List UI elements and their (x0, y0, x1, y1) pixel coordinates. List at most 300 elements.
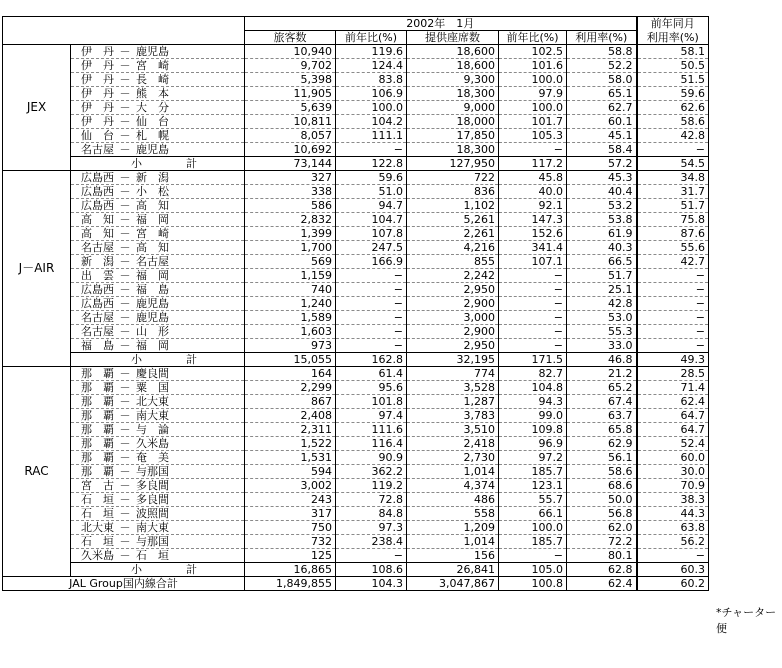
table-row (3, 269, 709, 283)
prev-load-factor-cell: 87.6 (637, 227, 709, 241)
subtotal-seats-yoy: 105.0 (499, 563, 567, 577)
passengers-cell: 327 (245, 171, 336, 185)
passengers-yoy-cell: − (336, 297, 407, 311)
load-factor-cell: 68.6 (567, 479, 637, 493)
passengers-cell: 2,299 (245, 381, 336, 395)
table-row (3, 171, 709, 185)
destination-airport: 福 岡 (136, 269, 169, 282)
prev-load-factor-cell: 62.4 (637, 395, 709, 409)
route-cell (71, 451, 245, 465)
passengers-cell: 125 (245, 549, 336, 563)
load-factor-cell: 25.1 (567, 283, 637, 297)
prev-load-factor-cell: 50.5 (637, 59, 709, 73)
table-row (3, 227, 709, 241)
passengers-yoy-cell: − (336, 283, 407, 297)
seats-yoy-cell: 152.6 (499, 227, 567, 241)
period-header: 2002年 1月 (245, 17, 637, 31)
subtotal-label: 小 計 (71, 563, 245, 577)
route-separator: － (119, 255, 131, 268)
passengers-yoy-cell: 104.7 (336, 213, 407, 227)
passengers-yoy-cell: 362.2 (336, 465, 407, 479)
passengers-cell: 164 (245, 367, 336, 381)
load-factor-cell: 60.1 (567, 115, 637, 129)
load-factor-cell: 55.3 (567, 325, 637, 339)
route-cell (71, 381, 245, 395)
route-statistics-table (2, 16, 709, 591)
seats-yoy-cell: 66.1 (499, 507, 567, 521)
origin-airport: 高 知 (81, 227, 114, 240)
destination-airport: 仙 台 (136, 115, 169, 128)
table-row (3, 59, 709, 73)
passengers-yoy-cell: 61.4 (336, 367, 407, 381)
prev-load-factor-cell: − (637, 325, 709, 339)
route-cell (71, 423, 245, 437)
load-factor-cell: 40.3 (567, 241, 637, 255)
passengers-yoy-cell: − (336, 311, 407, 325)
destination-airport: 鹿児島 (136, 143, 169, 156)
passengers-cell: 732 (245, 535, 336, 549)
route-cell (71, 479, 245, 493)
origin-airport: 久米島 (81, 549, 114, 562)
destination-airport: 多良間 (136, 493, 169, 506)
passengers-yoy-cell: 90.9 (336, 451, 407, 465)
origin-airport: 名古屋 (81, 241, 114, 254)
load-factor-cell: 80.1 (567, 549, 637, 563)
route-separator: － (119, 213, 131, 226)
seats-cell: 4,216 (407, 241, 499, 255)
route-separator: － (119, 87, 131, 100)
passengers-yoy-cell: 116.4 (336, 437, 407, 451)
prev-load-factor-cell: 28.5 (637, 367, 709, 381)
seats-yoy-cell: − (499, 311, 567, 325)
origin-airport: 伊 丹 (81, 101, 114, 114)
subtotal-load-factor: 46.8 (567, 353, 637, 367)
seats-yoy-cell: − (499, 339, 567, 353)
prev-month-header-1: 前年同月 (637, 17, 709, 31)
seats-yoy-cell: 94.3 (499, 395, 567, 409)
subtotal-seats-yoy: 117.2 (499, 157, 567, 171)
route-cell (71, 171, 245, 185)
passengers-yoy-cell: − (336, 339, 407, 353)
origin-airport: 福 島 (81, 339, 114, 352)
seats-cell: 17,850 (407, 129, 499, 143)
prev-load-factor-cell: 38.3 (637, 493, 709, 507)
passengers-cell: 338 (245, 185, 336, 199)
destination-airport: 宮 崎 (136, 227, 169, 240)
route-separator: － (119, 437, 131, 450)
seats-yoy-cell: 102.5 (499, 45, 567, 59)
seats-yoy-cell: 107.1 (499, 255, 567, 269)
origin-airport: 北大東 (81, 521, 114, 534)
route-separator: － (119, 549, 131, 562)
route-cell (71, 465, 245, 479)
seats-cell: 1,014 (407, 535, 499, 549)
grand-total-seats: 3,047,867 (407, 577, 499, 591)
origin-airport: 那 覇 (81, 465, 114, 478)
passengers-cell: 867 (245, 395, 336, 409)
table-row (3, 395, 709, 409)
seats-cell: 5,261 (407, 213, 499, 227)
passengers-cell: 1,603 (245, 325, 336, 339)
route-cell (71, 339, 245, 353)
route-separator: － (119, 241, 131, 254)
destination-airport: 石 垣 (136, 549, 169, 562)
seats-yoy-cell: 55.7 (499, 493, 567, 507)
seats-yoy-cell: 97.9 (499, 87, 567, 101)
passengers-yoy-cell: 97.3 (336, 521, 407, 535)
subtotal-row (3, 563, 709, 577)
route-separator: － (119, 493, 131, 506)
prev-load-factor-cell: 59.6 (637, 87, 709, 101)
destination-airport: 多良間 (136, 479, 169, 492)
destination-airport: 久米島 (136, 437, 169, 450)
prev-load-factor-cell: 60.0 (637, 451, 709, 465)
table-row (3, 479, 709, 493)
destination-airport: 高 知 (136, 199, 169, 212)
table-row (3, 101, 709, 115)
load-factor-cell: 65.1 (567, 87, 637, 101)
seats-yoy-cell: 100.0 (499, 73, 567, 87)
seats-yoy-cell: 96.9 (499, 437, 567, 451)
table-row (3, 73, 709, 87)
passengers-cell: 2,408 (245, 409, 336, 423)
route-separator: － (119, 451, 131, 464)
route-cell (71, 185, 245, 199)
seats-cell: 3,783 (407, 409, 499, 423)
airline-label: JEX (3, 45, 71, 171)
destination-airport: 粟 国 (136, 381, 169, 394)
route-separator: － (119, 101, 131, 114)
seats-cell: 4,374 (407, 479, 499, 493)
destination-airport: 熊 本 (136, 87, 169, 100)
seats-cell: 18,300 (407, 143, 499, 157)
load-factor-cell: 52.2 (567, 59, 637, 73)
route-separator: － (119, 535, 131, 548)
subtotal-load-factor: 62.8 (567, 563, 637, 577)
passengers-yoy-cell: 95.6 (336, 381, 407, 395)
route-cell (71, 269, 245, 283)
passengers-yoy-cell: − (336, 269, 407, 283)
destination-airport: 名古屋 (136, 255, 169, 268)
route-cell (71, 45, 245, 59)
seats-yoy-cell: 101.7 (499, 115, 567, 129)
table-row (3, 381, 709, 395)
load-factor-cell: 61.9 (567, 227, 637, 241)
route-separator: － (119, 409, 131, 422)
load-factor-cell: 51.7 (567, 269, 637, 283)
load-factor-cell: 62.9 (567, 437, 637, 451)
subtotal-label: 小 計 (71, 157, 245, 171)
load-factor-cell: 45.1 (567, 129, 637, 143)
seats-yoy-cell: 185.7 (499, 535, 567, 549)
seats-yoy-cell: − (499, 549, 567, 563)
grand-total-seats-yoy: 100.8 (499, 577, 567, 591)
subtotal-prev-load-factor: 54.5 (637, 157, 709, 171)
seats-cell: 2,242 (407, 269, 499, 283)
load-factor-cell: 50.0 (567, 493, 637, 507)
passengers-cell: 5,398 (245, 73, 336, 87)
passengers-cell: 750 (245, 521, 336, 535)
table-body (3, 45, 709, 591)
prev-load-factor-cell: 42.8 (637, 129, 709, 143)
route-separator: － (119, 129, 131, 142)
prev-load-factor-cell: − (637, 143, 709, 157)
destination-airport: 札 幌 (136, 129, 169, 142)
seats-cell: 18,300 (407, 87, 499, 101)
route-cell (71, 325, 245, 339)
route-separator: － (119, 199, 131, 212)
load-factor-cell: 53.0 (567, 311, 637, 325)
destination-airport: 奄 美 (136, 451, 169, 464)
load-factor-cell: 53.8 (567, 213, 637, 227)
prev-load-factor-cell: − (637, 283, 709, 297)
route-cell (71, 227, 245, 241)
destination-airport: 鹿児島 (136, 297, 169, 310)
route-cell (71, 283, 245, 297)
passengers-yoy-cell: 124.4 (336, 59, 407, 73)
route-separator: － (119, 479, 131, 492)
passengers-yoy-cell: 106.9 (336, 87, 407, 101)
route-cell (71, 409, 245, 423)
route-separator: － (119, 311, 131, 324)
header-blank (3, 17, 245, 45)
passengers-yoy-cell: 166.9 (336, 255, 407, 269)
seats-cell: 2,418 (407, 437, 499, 451)
subtotal-seats: 32,195 (407, 353, 499, 367)
table-row (3, 507, 709, 521)
origin-airport: 伊 丹 (81, 87, 114, 100)
table-row (3, 493, 709, 507)
load-factor-cell: 58.0 (567, 73, 637, 87)
origin-airport: 那 覇 (81, 423, 114, 436)
origin-airport: 名古屋 (81, 325, 114, 338)
seats-yoy-cell: 341.4 (499, 241, 567, 255)
route-cell (71, 311, 245, 325)
seats-cell: 3,510 (407, 423, 499, 437)
origin-airport: 石 垣 (81, 535, 114, 548)
passengers-yoy-cell: 97.4 (336, 409, 407, 423)
origin-airport: 広島西 (81, 297, 114, 310)
table-row (3, 143, 709, 157)
passengers-yoy-cell: 119.6 (336, 45, 407, 59)
destination-airport: 南大東 (136, 521, 169, 534)
subtotal-passengers-yoy: 162.8 (336, 353, 407, 367)
destination-airport: 新 潟 (136, 171, 169, 184)
origin-airport: 那 覇 (81, 395, 114, 408)
load-factor-cell: 63.7 (567, 409, 637, 423)
route-separator: － (119, 297, 131, 310)
seats-cell: 2,900 (407, 325, 499, 339)
route-separator: － (119, 269, 131, 282)
passengers-yoy-cell: 111.6 (336, 423, 407, 437)
seats-yoy-cell: − (499, 269, 567, 283)
load-factor-cell: 56.1 (567, 451, 637, 465)
seats-yoy-cell: 104.8 (499, 381, 567, 395)
table-row (3, 199, 709, 213)
table-row (3, 129, 709, 143)
grand-total-prev-load-factor: 60.2 (637, 577, 709, 591)
seats-cell: 156 (407, 549, 499, 563)
table-row (3, 451, 709, 465)
route-separator: － (119, 325, 131, 338)
passengers-cell: 586 (245, 199, 336, 213)
route-cell (71, 367, 245, 381)
prev-load-factor-cell: 30.0 (637, 465, 709, 479)
passengers-cell: 1,531 (245, 451, 336, 465)
passengers-cell: 317 (245, 507, 336, 521)
subtotal-passengers: 16,865 (245, 563, 336, 577)
route-separator: － (119, 423, 131, 436)
origin-airport: 那 覇 (81, 367, 114, 380)
seats-cell: 9,000 (407, 101, 499, 115)
route-cell (71, 101, 245, 115)
passengers-yoy-cell: 94.7 (336, 199, 407, 213)
destination-airport: 鹿児島 (136, 311, 169, 324)
origin-airport: 那 覇 (81, 437, 114, 450)
load-factor-cell: 67.4 (567, 395, 637, 409)
seats-yoy-cell: 100.0 (499, 521, 567, 535)
subtotal-row (3, 353, 709, 367)
origin-airport: 仙 台 (81, 129, 114, 142)
destination-airport: 与那国 (136, 465, 169, 478)
origin-airport: 広島西 (81, 283, 114, 296)
origin-airport: 那 覇 (81, 381, 114, 394)
airline-label: RAC (3, 367, 71, 577)
load-factor-cell: 58.4 (567, 143, 637, 157)
origin-airport: 高 知 (81, 213, 114, 226)
prev-load-factor-cell: 75.8 (637, 213, 709, 227)
destination-airport: 波照間 (136, 507, 169, 520)
passengers-cell: 973 (245, 339, 336, 353)
load-factor-cell: 62.7 (567, 101, 637, 115)
passengers-yoy-cell: 107.8 (336, 227, 407, 241)
seats-cell: 855 (407, 255, 499, 269)
subtotal-passengers: 15,055 (245, 353, 336, 367)
prev-load-factor-cell: − (637, 549, 709, 563)
grand-total-passengers-yoy: 104.3 (336, 577, 407, 591)
passengers-cell: 569 (245, 255, 336, 269)
route-separator: － (119, 185, 131, 198)
table-row (3, 325, 709, 339)
route-separator: － (119, 395, 131, 408)
origin-airport: 新 潟 (81, 255, 114, 268)
origin-airport: 那 覇 (81, 409, 114, 422)
seats-cell: 18,000 (407, 115, 499, 129)
seats-cell: 1,209 (407, 521, 499, 535)
table-row (3, 115, 709, 129)
destination-airport: 与那国 (136, 535, 169, 548)
passengers-yoy-cell: 59.6 (336, 171, 407, 185)
seats-cell: 2,950 (407, 339, 499, 353)
seats-cell: 2,730 (407, 451, 499, 465)
seats-cell: 3,528 (407, 381, 499, 395)
route-separator: － (119, 521, 131, 534)
route-separator: － (119, 115, 131, 128)
subtotal-prev-load-factor: 49.3 (637, 353, 709, 367)
prev-load-factor-cell: − (637, 339, 709, 353)
passengers-yoy-cell: 101.8 (336, 395, 407, 409)
route-separator: － (119, 465, 131, 478)
route-separator: － (119, 381, 131, 394)
route-cell (71, 549, 245, 563)
route-separator: － (119, 45, 131, 58)
destination-airport: 与 論 (136, 423, 169, 436)
seats-yoy-cell: 147.3 (499, 213, 567, 227)
passengers-yoy-cell: 238.4 (336, 535, 407, 549)
destination-airport: 北大東 (136, 395, 169, 408)
seats-yoy-cell: 101.6 (499, 59, 567, 73)
subtotal-seats-yoy: 171.5 (499, 353, 567, 367)
seats-yoy-cell: 45.8 (499, 171, 567, 185)
origin-airport: 出 雲 (81, 269, 114, 282)
passengers-cell: 2,311 (245, 423, 336, 437)
load-factor-cell: 33.0 (567, 339, 637, 353)
subtotal-prev-load-factor: 60.3 (637, 563, 709, 577)
passengers-yoy-cell: 111.1 (336, 129, 407, 143)
table-row (3, 185, 709, 199)
route-separator: － (119, 339, 131, 352)
seats-yoy-cell: 105.3 (499, 129, 567, 143)
seats-yoy-cell: 99.0 (499, 409, 567, 423)
destination-airport: 宮 崎 (136, 59, 169, 72)
table-row (3, 45, 709, 59)
passengers-cell: 1,700 (245, 241, 336, 255)
table-row (3, 535, 709, 549)
passengers-yoy-cell: 119.2 (336, 479, 407, 493)
prev-load-factor-cell: 55.6 (637, 241, 709, 255)
passengers-cell: 1,159 (245, 269, 336, 283)
route-separator: － (119, 367, 131, 380)
seats-cell: 1,014 (407, 465, 499, 479)
load-factor-cell: 62.0 (567, 521, 637, 535)
route-cell (71, 199, 245, 213)
prev-load-factor-cell: 42.7 (637, 255, 709, 269)
passengers-cell: 3,002 (245, 479, 336, 493)
subtotal-passengers-yoy: 122.8 (336, 157, 407, 171)
origin-airport: 那 覇 (81, 451, 114, 464)
passengers-cell: 1,589 (245, 311, 336, 325)
route-cell (71, 395, 245, 409)
seats-yoy-cell: 185.7 (499, 465, 567, 479)
passengers-yoy-cell: 247.5 (336, 241, 407, 255)
origin-airport: 伊 丹 (81, 115, 114, 128)
grand-total-label: JAL Group国内線合計 (3, 577, 245, 591)
seats-yoy-cell: 40.0 (499, 185, 567, 199)
route-separator: － (119, 283, 131, 296)
route-cell (71, 521, 245, 535)
grand-total-load-factor: 62.4 (567, 577, 637, 591)
route-cell (71, 535, 245, 549)
route-cell (71, 437, 245, 451)
seats-cell: 2,261 (407, 227, 499, 241)
seats-cell: 18,600 (407, 59, 499, 73)
load-factor-cell: 45.3 (567, 171, 637, 185)
route-cell (71, 115, 245, 129)
destination-airport: 鹿児島 (136, 45, 169, 58)
table-row (3, 283, 709, 297)
passengers-cell: 1,399 (245, 227, 336, 241)
passengers-yoy-cell: 72.8 (336, 493, 407, 507)
prev-load-factor-cell: − (637, 297, 709, 311)
destination-airport: 福 島 (136, 283, 169, 296)
destination-airport: 山 形 (136, 325, 169, 338)
table-row (3, 87, 709, 101)
table-row (3, 367, 709, 381)
route-separator: － (119, 59, 131, 72)
prev-load-factor-cell: 71.4 (637, 381, 709, 395)
seats-cell: 836 (407, 185, 499, 199)
origin-airport: 広島西 (81, 199, 114, 212)
